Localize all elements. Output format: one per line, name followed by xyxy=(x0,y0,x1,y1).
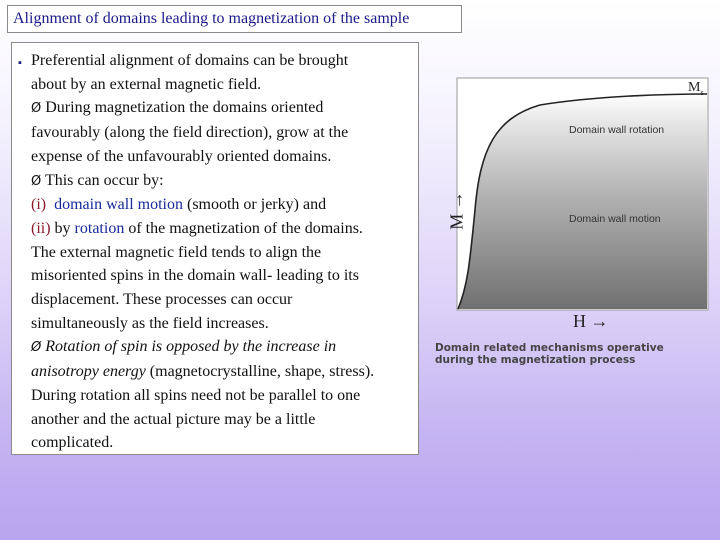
region-label-motion: Domain wall motion xyxy=(569,213,661,225)
item-number-i: (i) xyxy=(31,196,47,214)
body-line-3 xyxy=(31,96,414,121)
body-line-1: Preferential alignment of domains can be brought xyxy=(31,52,349,69)
caption-line-1: Domain related mechanisms operative xyxy=(435,342,664,354)
text-panel xyxy=(11,42,419,455)
figure-caption xyxy=(435,342,664,366)
highlight-rotation: rotation xyxy=(74,219,125,237)
arrow-bullet-icon: Ø xyxy=(31,340,42,356)
saturation-label xyxy=(688,80,704,97)
body-line-17: complicated. xyxy=(31,434,114,452)
body-line-8-pre: by xyxy=(54,219,71,237)
saturation-label-main: M xyxy=(688,80,701,95)
region-label-rotation: Domain wall rotation xyxy=(569,124,665,136)
saturation-label-sub: s xyxy=(700,87,704,97)
body-line-13-text: Rotation of spin is opposed by the increase in xyxy=(45,338,337,356)
body-line-8 xyxy=(31,217,414,241)
body-line-8-rest: of the magnetization of the domains. xyxy=(128,219,363,237)
caption-line-2: during the magnetization process xyxy=(435,354,636,366)
body-line-4: favourably (along the field direction), grow at the xyxy=(31,124,349,142)
body-line-2: about by an external magnetic field. xyxy=(31,75,262,93)
body-line-15: During rotation all spins need not be parallel to one xyxy=(31,386,361,404)
body-line-9: The external magnetic field tends to align the xyxy=(31,243,322,261)
body-line-12: simultaneously as the field increases. xyxy=(31,314,269,332)
body-line-14 xyxy=(31,360,414,384)
anisotropy-energy-text: anisotropy energy xyxy=(31,363,146,381)
body-line-7-rest: (smooth or jerky) and xyxy=(186,196,327,214)
body-line-6 xyxy=(31,169,414,194)
body-line-3-text: During magnetization the domains oriented xyxy=(45,99,324,117)
body-line-14-rest: (magnetocrystalline, shape, stress). xyxy=(149,363,375,381)
body-line-7 xyxy=(31,193,414,217)
body-line-13 xyxy=(31,335,414,360)
body-line-6-text: This can occur by: xyxy=(44,171,164,189)
body-line-10: misoriented spins in the domain wall- leading to its xyxy=(31,267,359,285)
square-bullet-icon: ▪ xyxy=(18,57,22,69)
body-line-11: displacement. These processes can occur xyxy=(31,291,293,309)
highlight-domain-wall-motion: domain wall motion xyxy=(54,196,183,214)
item-number-ii: (ii) xyxy=(31,219,51,237)
arrow-bullet-icon: Ø xyxy=(31,101,42,117)
body-line-5: expense of the unfavourably oriented domains. xyxy=(31,147,332,165)
y-axis-label: M → xyxy=(446,191,467,230)
x-axis-label: H → xyxy=(573,311,609,331)
slide-title: Alignment of domains leading to magnetization of the sample xyxy=(7,5,462,33)
arrow-bullet-icon: Ø xyxy=(31,173,42,189)
body-line-16: another and the actual picture may be a little xyxy=(31,410,316,428)
